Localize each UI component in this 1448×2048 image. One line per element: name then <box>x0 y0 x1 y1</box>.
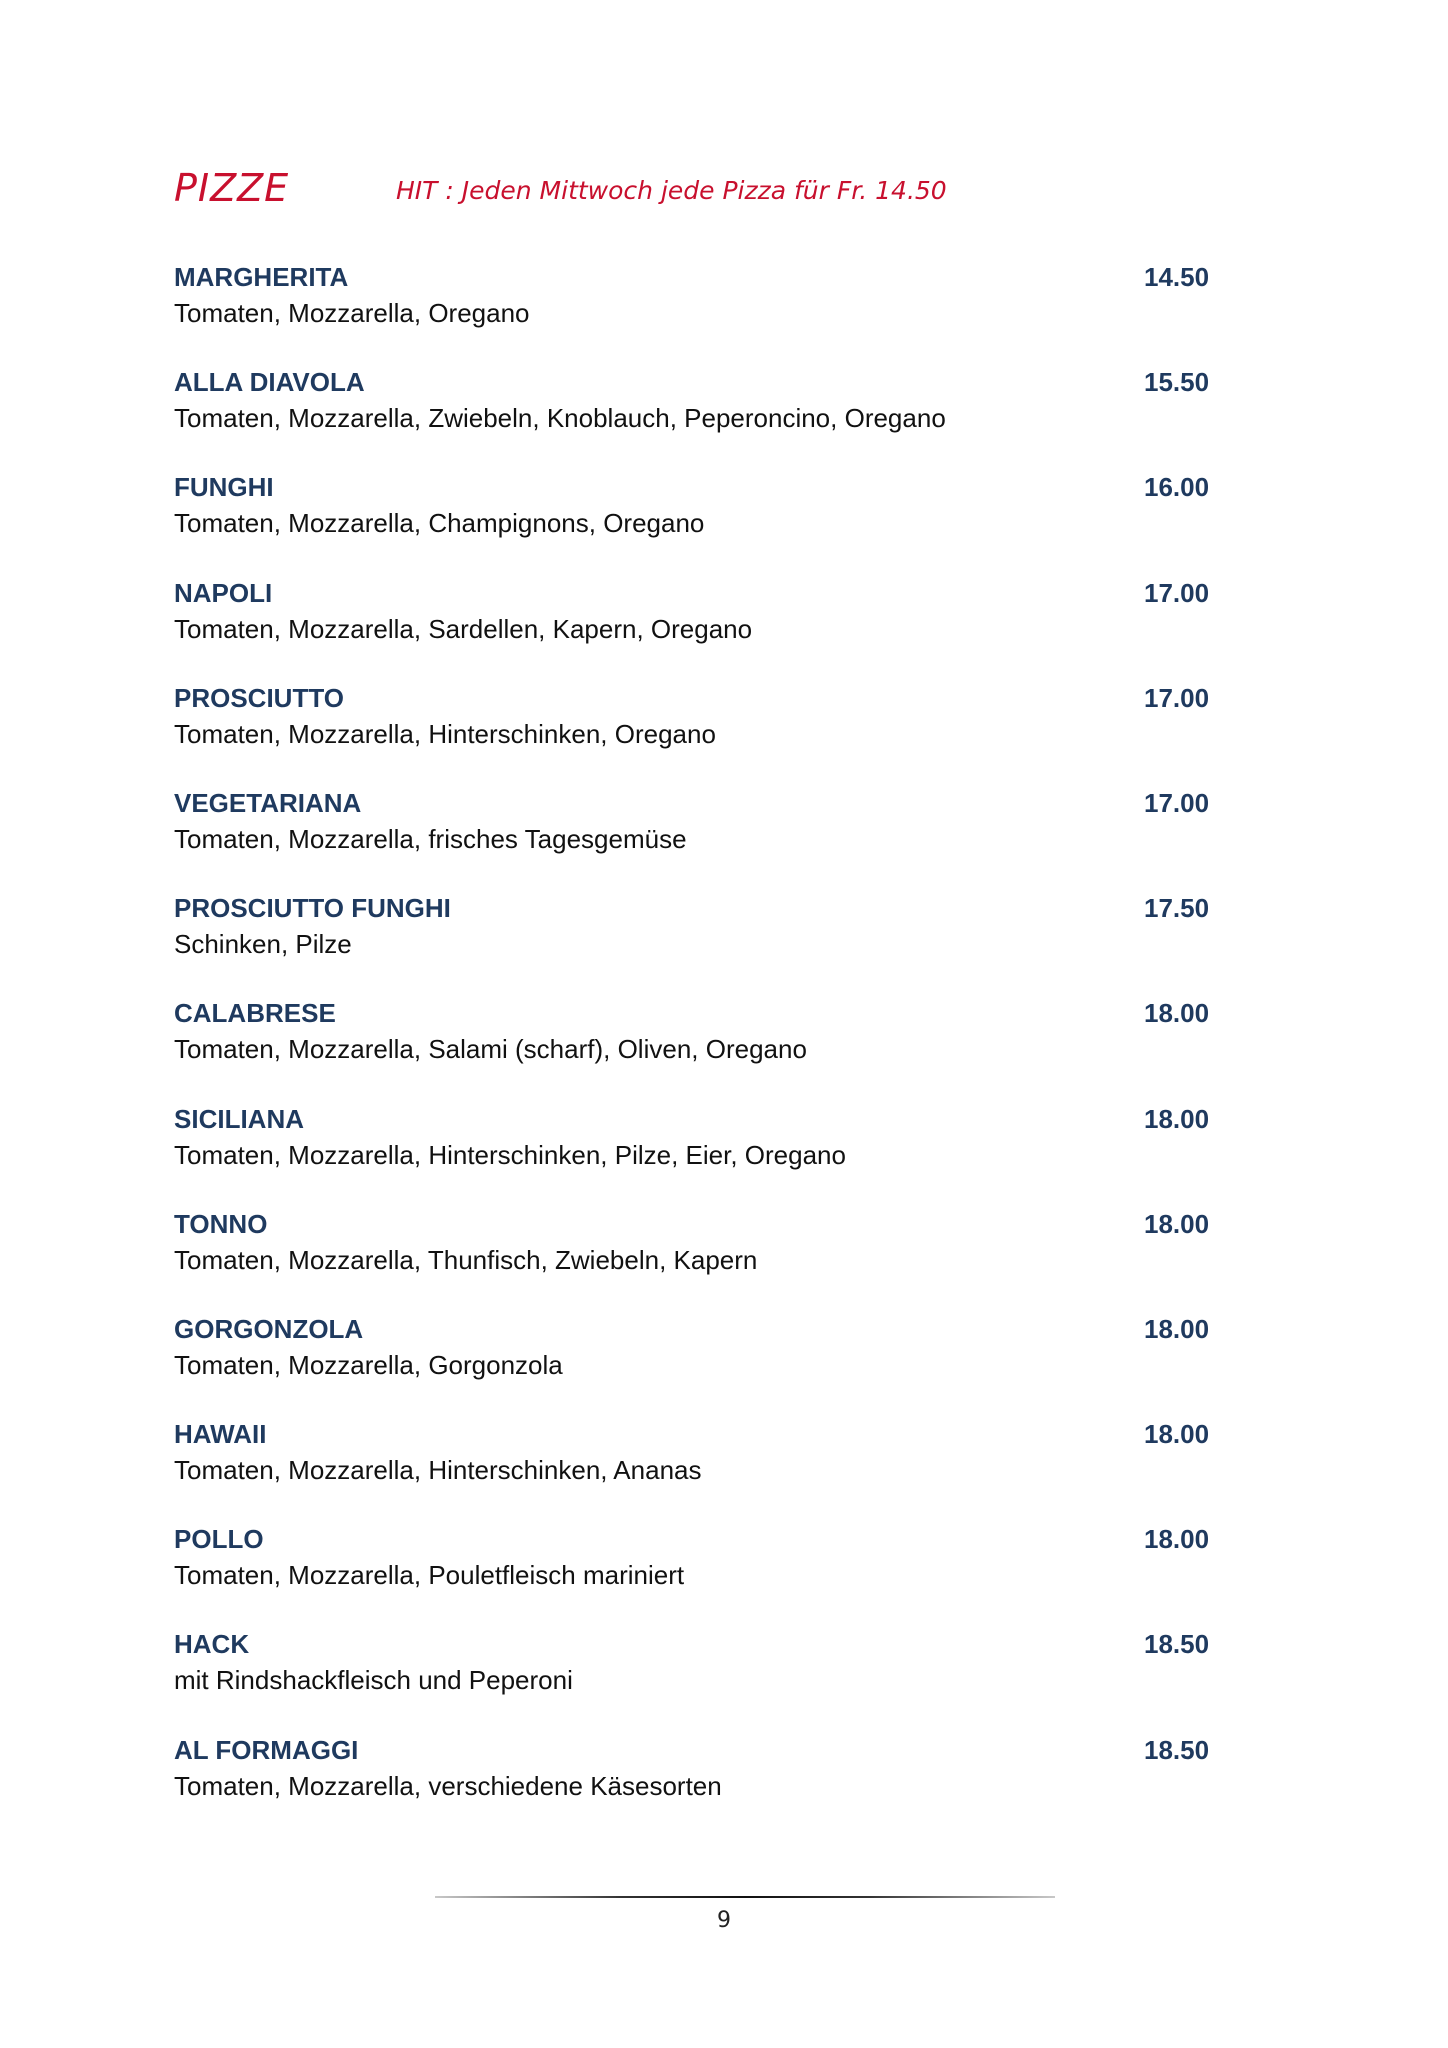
item-name: HAWAII <box>174 1419 267 1450</box>
item-price: 17.00 <box>1144 577 1210 608</box>
menu-header <box>174 160 1274 220</box>
menu-item <box>174 261 1224 366</box>
item-price: 17.00 <box>1144 787 1210 818</box>
item-description: Tomaten, Mozzarella, frisches Tagesgemüse <box>174 823 687 854</box>
pizza-list <box>174 261 1224 1839</box>
menu-item <box>174 997 1224 1102</box>
item-price: 15.50 <box>1144 367 1210 398</box>
item-price: 18.00 <box>1144 998 1210 1029</box>
item-price: 17.50 <box>1144 893 1210 924</box>
item-name: POLLO <box>174 1524 264 1555</box>
item-name: GORGONZOLA <box>174 1313 364 1344</box>
item-description: Tomaten, Mozzarella, Champignons, Oregano <box>174 508 705 539</box>
item-name: HACK <box>174 1629 250 1660</box>
item-description: Tomaten, Mozzarella, verschiedene Käsesorten <box>174 1770 722 1801</box>
item-price: 18.00 <box>1144 1419 1210 1450</box>
item-name: ALLA DIAVOLA <box>174 367 365 398</box>
item-description: Tomaten, Mozzarella, Hinterschinken, Pilze, Eier, Oregano <box>174 1139 846 1170</box>
menu-item <box>174 682 1224 787</box>
section-title: PIZZE <box>174 166 290 210</box>
item-description: Tomaten, Mozzarella, Hinterschinken, Ananas <box>174 1455 702 1486</box>
promo-text: HIT : Jeden Mittwoch jede Pizza für Fr. 14.50 <box>396 176 947 205</box>
item-description: Schinken, Pilze <box>174 929 352 960</box>
item-description: Tomaten, Mozzarella, Hinterschinken, Oregano <box>174 718 716 749</box>
menu-item <box>174 1734 1224 1839</box>
item-description: Tomaten, Mozzarella, Oregano <box>174 298 530 328</box>
item-name: MARGHERITA <box>174 262 349 292</box>
item-name: PROSCIUTTO <box>174 682 344 713</box>
menu-item <box>174 1418 1224 1523</box>
item-price: 18.50 <box>1144 1734 1210 1765</box>
item-description: Tomaten, Mozzarella, Salami (scharf), Oliven, Oregano <box>174 1034 807 1065</box>
menu-item <box>174 471 1224 576</box>
item-name: FUNGHI <box>174 472 274 503</box>
item-price: 16.00 <box>1144 472 1210 503</box>
item-name: NAPOLI <box>174 577 273 608</box>
menu-item <box>174 787 1224 892</box>
item-description: Tomaten, Mozzarella, Thunfisch, Zwiebeln, Kapern <box>174 1244 758 1275</box>
item-price: 17.00 <box>1144 682 1210 713</box>
footer-divider <box>435 1896 1055 1898</box>
menu-item <box>174 1208 1224 1313</box>
item-name: SICILIANA <box>174 1103 304 1134</box>
item-name: CALABRESE <box>174 998 336 1029</box>
menu-item <box>174 1103 1224 1208</box>
menu-item <box>174 1628 1224 1733</box>
item-name: PROSCIUTTO FUNGHI <box>174 893 451 924</box>
item-name: TONNO <box>174 1208 268 1239</box>
item-price: 18.00 <box>1144 1313 1210 1344</box>
item-name: AL FORMAGGI <box>174 1734 359 1765</box>
item-price: 18.00 <box>1144 1208 1210 1239</box>
item-description: Tomaten, Mozzarella, Zwiebeln, Knoblauch, Peperoncino, Oregano <box>174 403 946 434</box>
menu-item <box>174 1313 1224 1418</box>
item-price: 18.00 <box>1144 1103 1210 1134</box>
item-description: mit Rindshackfleisch und Peperoni <box>174 1665 573 1696</box>
menu-item <box>174 892 1224 997</box>
item-price: 18.00 <box>1144 1524 1210 1555</box>
item-description: Tomaten, Mozzarella, Pouletfleisch mariniert <box>174 1560 685 1591</box>
item-description: Tomaten, Mozzarella, Gorgonzola <box>174 1349 563 1380</box>
item-price: 14.50 <box>1144 262 1210 292</box>
item-price: 18.50 <box>1144 1629 1210 1660</box>
item-description: Tomaten, Mozzarella, Sardellen, Kapern, Oregano <box>174 613 753 644</box>
menu-item <box>174 1523 1224 1628</box>
menu-item <box>174 366 1224 471</box>
page-number: 9 <box>717 1908 731 1933</box>
item-name: VEGETARIANA <box>174 787 362 818</box>
menu-item <box>174 577 1224 682</box>
